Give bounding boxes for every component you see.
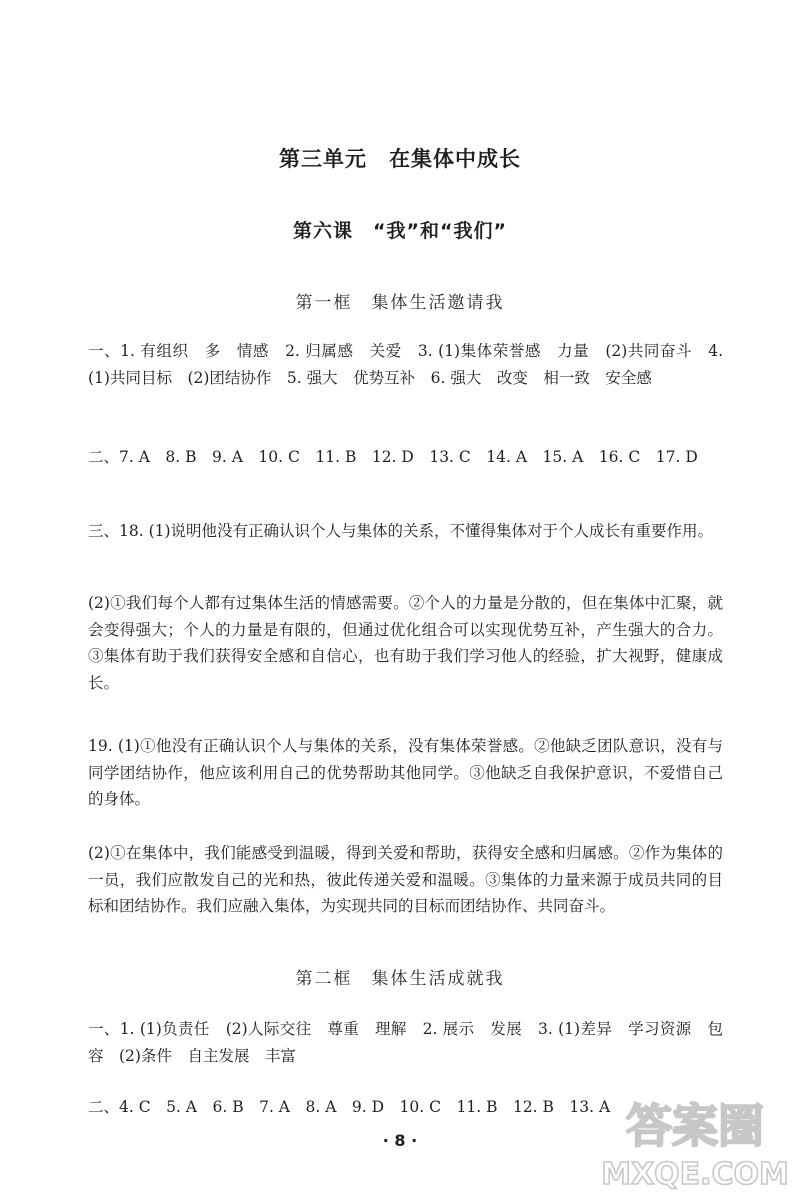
answer-paragraph: 19. (1)①他没有正确认识个人与集体的关系，没有集体荣誉感。②他缺乏团队意识，没有与同学团结协作，他应该利用自己的优势帮助其他同学。③他缺乏自我保护意识，不爱惜自己的身体。: [88, 737, 723, 808]
watermark-logo: [600, 1080, 790, 1195]
answer-paragraph: (2)①我们每个人都有过集体生活的情感需要。②个人的力量是分散的，但在集体中汇聚，就会变得强大；个人的力量是有限的，但通过优化组合可以实现优势互补，产生强大的合力。③集体有助于我们获得安全感和自信心，也有助于我们学习他人的经验，扩大视野，健康成长。: [88, 594, 723, 692]
unit-title: 第三单元 在集体中成长: [279, 147, 521, 171]
answer-paragraph: 一、1. 有组织 多 情感 2. 归属感 关爱 3. (1)集体荣誉感 力量 (2)共同奋斗 4. (1)共同目标 (2)团结协作 5. 强大 优势互补 6. 强大 改变 相一致 安全感: [88, 342, 728, 387]
watermark-text-bottom: MXQE.COM: [601, 1157, 789, 1192]
answer-paragraph: 二、7. A 8. B 9. A 10. C 11. B 12. D 13. C 14. A 15. A 16. C 17. D: [88, 448, 698, 466]
section-title-1: 第一框 集体生活邀请我: [295, 293, 505, 313]
watermark-text-top: 答案圈: [626, 1099, 764, 1153]
answer-paragraph: 三、18. (1)说明他没有正确认识个人与集体的关系，不懂得集体对于个人成长有重要作用。: [88, 522, 714, 540]
page-number: · 8 ·: [382, 1131, 418, 1150]
answer-paragraph: (2)①在集体中，我们能感受到温暖，得到关爱和帮助，获得安全感和归属感。②作为集体的一员，我们应散发自己的光和热，彼此传递关爱和温暖。③集体的力量来源于成员共同的目标和团结协作。我们应融入集体，为实现共同的目标而团结协作、共同奋斗。: [88, 844, 723, 915]
answer-paragraph: 二、4. C 5. A 6. B 7. A 8. A 9. D 10. C 11. B 12. B 13. A: [88, 1098, 611, 1116]
lesson-title: 第六课 “我”和“我们”: [293, 220, 507, 242]
answer-paragraph: 一、1. (1)负责任 (2)人际交往 尊重 理解 2. 展示 发展 3. (1)差异 学习资源 包容 (2)条件 自主发展 丰富: [88, 1020, 723, 1065]
section-title-2: 第二框 集体生活成就我: [295, 969, 505, 989]
